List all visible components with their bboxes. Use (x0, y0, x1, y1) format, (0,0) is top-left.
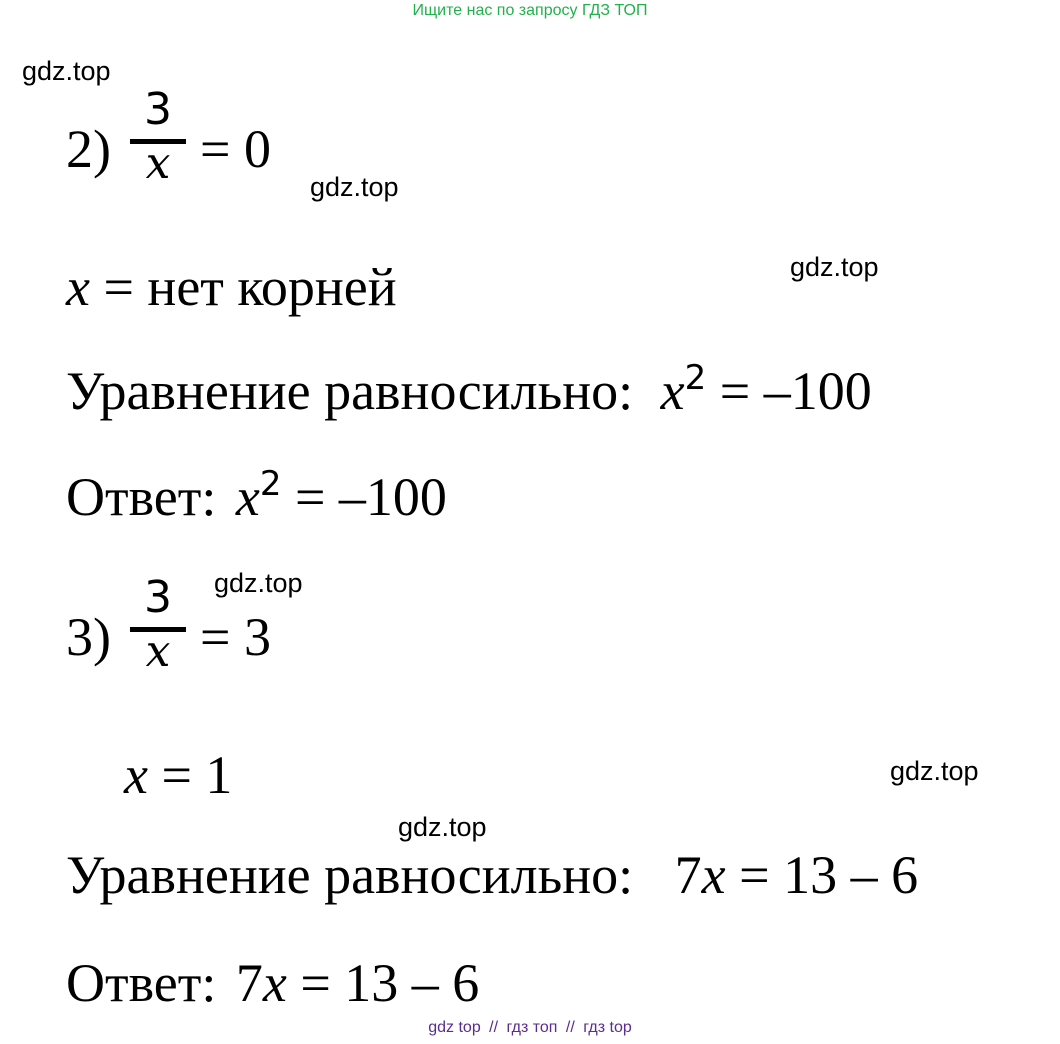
problem3-fraction (130, 572, 186, 677)
fraction-numerator: 3 (144, 84, 172, 135)
problem2-equivalent (66, 358, 872, 421)
problem2-fraction (130, 84, 186, 189)
footer-link-2[interactable]: гдз топ (506, 1019, 558, 1036)
coefficient: 7 (674, 845, 702, 905)
variable-x: x (660, 361, 685, 421)
equivalent-label: Уравнение равносильно: (66, 361, 634, 421)
watermark: gdz.top (790, 252, 879, 282)
variable-x: x (235, 467, 260, 527)
watermark: gdz.top (214, 568, 303, 598)
top-banner: Ищите нас по запросу ГДЗ ТОП (412, 2, 648, 19)
watermark: gdz.top (22, 56, 111, 86)
footer (0, 1019, 1060, 1037)
answer-rhs: = –100 (294, 467, 447, 527)
problem3-answer (66, 953, 480, 1013)
problem2-solution (66, 257, 397, 317)
answer-rhs: = 13 – 6 (300, 953, 480, 1013)
problem2-answer (66, 464, 447, 527)
problem2-label: 2) (66, 119, 111, 179)
equivalent-rhs: = 13 – 6 (739, 845, 919, 905)
variable-x: x (66, 257, 90, 317)
exponent: 2 (259, 464, 282, 504)
answer-label: Ответ: (66, 467, 217, 527)
exponent: 2 (684, 358, 707, 398)
solution-text: = 1 (161, 745, 233, 805)
equivalent-label: Уравнение равносильно: (66, 845, 634, 905)
problem3-rhs: = 3 (200, 607, 271, 667)
watermark: gdz.top (398, 812, 487, 842)
coefficient: 7 (235, 953, 263, 1013)
problem2-rhs: = 0 (200, 119, 271, 179)
variable-x: x (701, 845, 726, 905)
answer-label: Ответ: (66, 953, 217, 1013)
fraction-denominator: x (145, 626, 171, 677)
footer-link-1[interactable]: gdz top (428, 1019, 481, 1036)
fraction-numerator: 3 (144, 572, 172, 623)
problem3-solution (124, 745, 233, 805)
watermark: gdz.top (890, 756, 979, 786)
fraction-denominator: x (145, 138, 171, 189)
footer-separator: // (489, 1019, 499, 1036)
variable-x: x (124, 745, 148, 805)
problem3-equivalent (66, 845, 919, 905)
variable-x: x (262, 953, 287, 1013)
watermark: gdz.top (310, 172, 399, 202)
equivalent-rhs: = –100 (719, 361, 872, 421)
solution-text: = нет корней (103, 257, 397, 317)
footer-separator: // (565, 1019, 575, 1036)
problem3-label: 3) (66, 607, 111, 667)
footer-link-3[interactable]: гдз top (583, 1019, 632, 1036)
